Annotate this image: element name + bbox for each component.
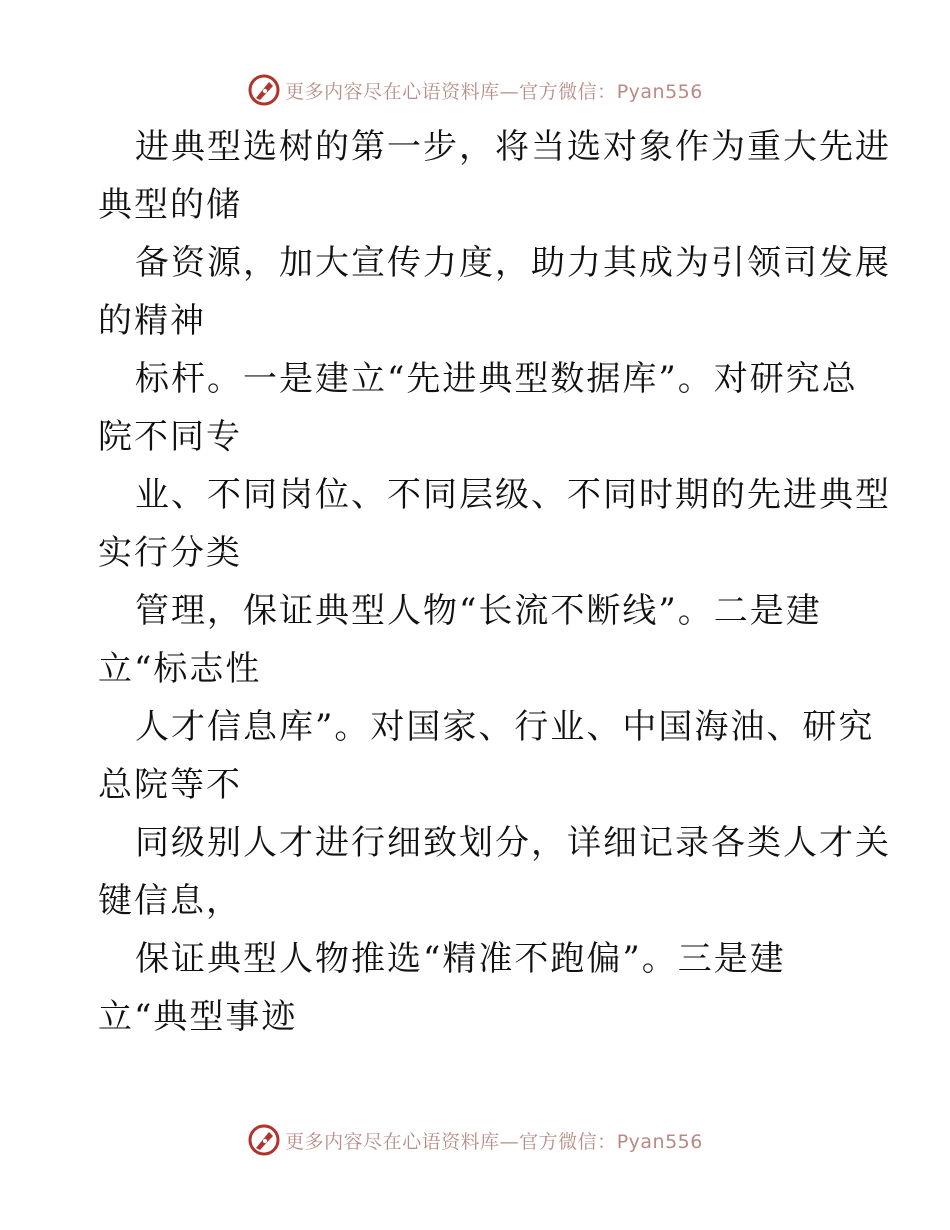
header-banner: [0, 70, 950, 110]
body-line: 立“标志性: [98, 649, 262, 689]
body-line: 同级别人才进行细致划分，详细记录各类人才关: [135, 823, 891, 863]
body-line: 管理，保证典型人物“长流不断线”。二是建: [135, 591, 822, 631]
body-line: 业、不同岗位、不同层级、不同时期的先进典型: [135, 475, 891, 515]
header-wechat-label: 官方微信：: [519, 80, 617, 103]
document-body: [98, 118, 891, 1046]
pen-nib-logo-icon: [247, 73, 281, 107]
body-line: 院不同专: [98, 417, 242, 457]
header-brand-text: 更多内容尽在心语资料库: [285, 80, 500, 103]
body-line: 实行分类: [98, 533, 242, 573]
footer-banner: [0, 1120, 950, 1160]
header-dash: —: [499, 80, 520, 103]
footer-dash: —: [499, 1130, 520, 1153]
body-line: 总院等不: [98, 765, 242, 805]
body-line: 的精神: [98, 301, 206, 341]
header-banner-text: [285, 77, 703, 104]
body-line: 保证典型人物推选“精准不跑偏”。三是建: [135, 939, 786, 979]
footer-wechat-id: Pyan556: [616, 1130, 703, 1153]
body-line: 备资源，加大宣传力度，助力其成为引领司发展: [135, 243, 891, 283]
footer-banner-text: [285, 1127, 703, 1154]
body-line: 立“典型事迹: [98, 997, 298, 1037]
body-line: 典型的储: [98, 185, 242, 225]
body-line: 进典型选树的第一步，将当选对象作为重大先进: [135, 127, 891, 167]
header-wechat-id: Pyan556: [616, 80, 703, 103]
body-line: 键信息，: [98, 881, 242, 921]
footer-brand-text: 更多内容尽在心语资料库: [285, 1130, 500, 1153]
footer-wechat-label: 官方微信：: [519, 1130, 617, 1153]
pen-nib-logo-icon: [247, 1123, 281, 1157]
body-line: 人才信息库”。对国家、行业、中国海油、研究: [135, 707, 875, 747]
body-line: 标杆。一是建立“先进典型数据库”。对研究总: [135, 359, 858, 399]
